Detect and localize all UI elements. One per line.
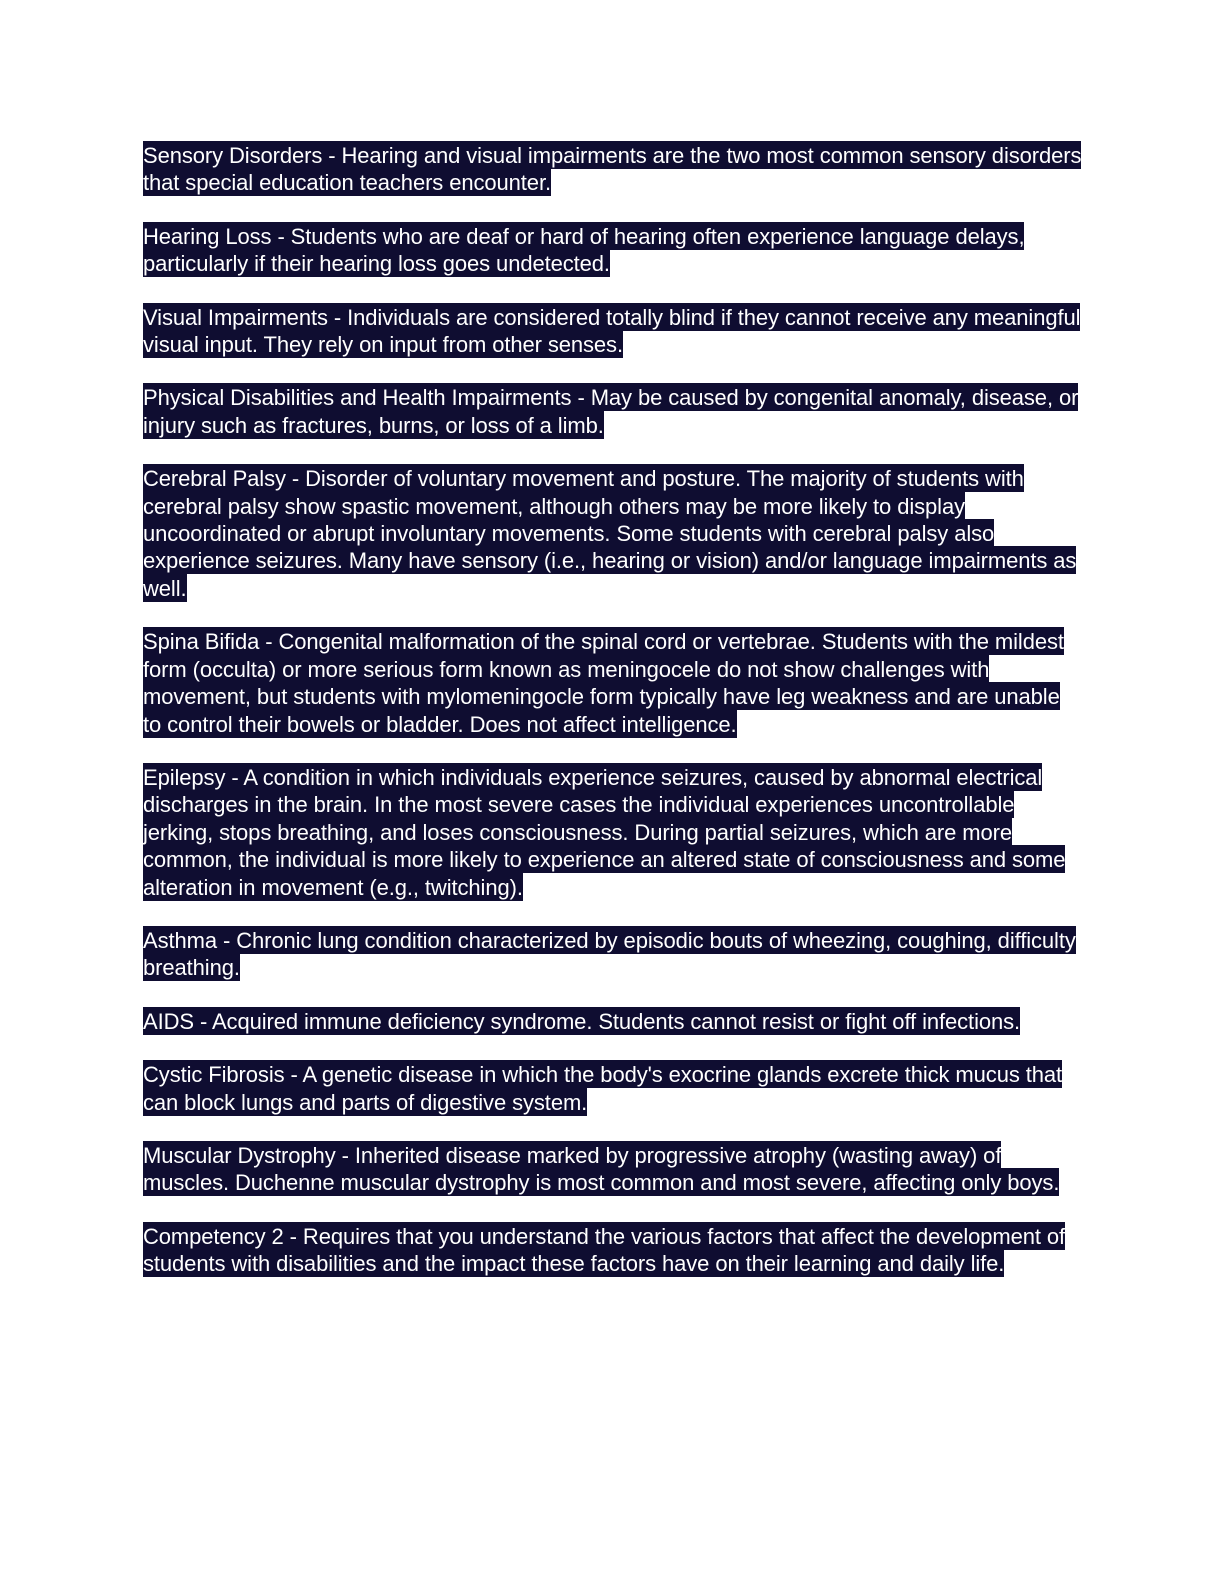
highlighted-text[interactable]: Visual Impairments - Individuals are considered totally blind if they cannot receive any meaningful visual input. They rely on input from other senses.	[143, 304, 1081, 358]
paragraph-competency-2	[143, 1223, 1083, 1278]
highlighted-text[interactable]: Asthma - Chronic lung condition characterized by episodic bouts of wheezing, coughing, difficulty breathing.	[143, 927, 1076, 981]
paragraph-physical-disabilities	[143, 384, 1083, 439]
paragraph-muscular-dystrophy	[143, 1142, 1083, 1197]
paragraph-visual-impairments	[143, 304, 1083, 359]
highlighted-text[interactable]: AIDS - Acquired immune deficiency syndrome. Students cannot resist or fight off infections.	[143, 1008, 1021, 1034]
highlighted-text[interactable]: Physical Disabilities and Health Impairments - May be caused by congenital anomaly, disease, or injury such as fractures, burns, or loss of a limb.	[143, 385, 1079, 438]
paragraph-aids	[143, 1008, 1083, 1035]
paragraph-hearing-loss	[143, 223, 1083, 278]
paragraph-sensory-disorders	[143, 142, 1083, 197]
paragraph-cystic-fibrosis	[143, 1061, 1083, 1116]
paragraph-cerebral-palsy	[143, 465, 1083, 602]
paragraph-spina-bifida	[143, 628, 1083, 738]
document-page	[143, 142, 1083, 1304]
highlighted-text[interactable]: Muscular Dystrophy - Inherited disease marked by progressive atrophy (wasting away) of muscles. Duchenne muscular dystrophy is most common and most severe, affecting only boys.	[143, 1142, 1060, 1196]
highlighted-text[interactable]: Cerebral Palsy - Disorder of voluntary movement and posture. The majority of students with cerebral palsy show spastic movement, although others may be more likely to display uncoordinated or abrupt involuntary movements. Some students with cerebral palsy also experience seizures. Many have sensory (i.e., hearing or vision) and/or language impairments as well.	[143, 466, 1077, 601]
paragraph-epilepsy	[143, 764, 1083, 901]
highlighted-text[interactable]: Competency 2 - Requires that you understand the various factors that affect the development of students with disabilities and the impact these factors have on their learning and daily life.	[143, 1223, 1066, 1277]
highlighted-text[interactable]: Spina Bifida - Congenital malformation of the spinal cord or vertebrae. Students with the mildest form (occulta) or more serious form known as meningocele do not show challenges with movement, but students with mylomeningocle form typically have leg weakness and are unable to control their bowels or bladder. Does not affect intelligence.	[143, 629, 1064, 737]
highlighted-text[interactable]: Cystic Fibrosis - A genetic disease in which the body's exocrine glands excrete thick mucus that can block lungs and parts of digestive system.	[143, 1062, 1063, 1115]
highlighted-text[interactable]: Epilepsy - A condition in which individuals experience seizures, caused by abnormal electrical discharges in the brain. In the most severe cases the individual experiences uncontrollable jerking, stops breathing, and loses consciousness. During partial seizures, which are more common, the individual is more likely to experience an altered state of consciousness and some alteration in movement (e.g., twitching).	[143, 764, 1066, 900]
highlighted-text[interactable]: Sensory Disorders - Hearing and visual impairments are the two most common sensory disorders that special education teachers encounter.	[143, 143, 1082, 196]
paragraph-asthma	[143, 927, 1083, 982]
highlighted-text[interactable]: Hearing Loss - Students who are deaf or hard of hearing often experience language delays, particularly if their hearing loss goes undetected.	[143, 223, 1025, 277]
